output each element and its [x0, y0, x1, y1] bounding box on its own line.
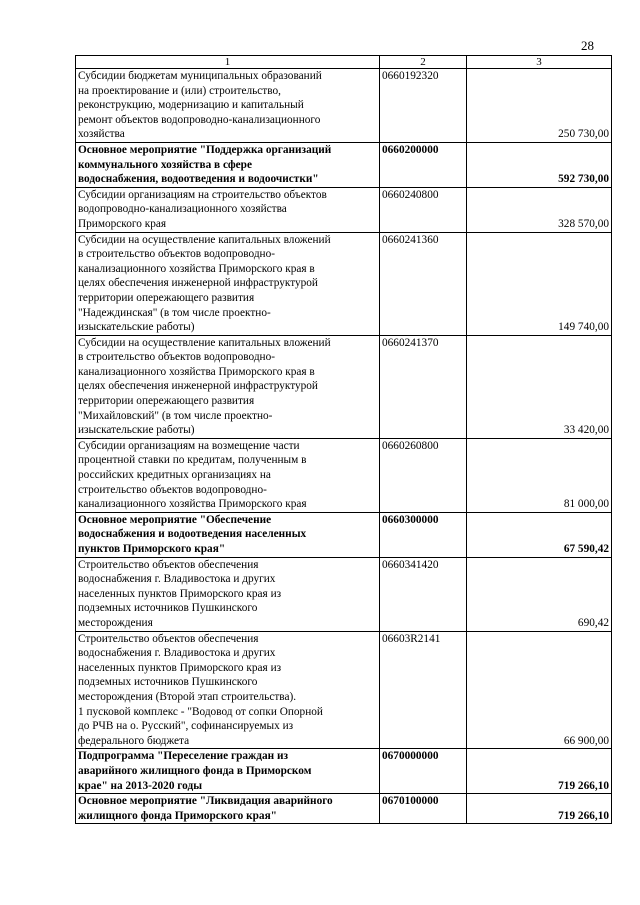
- table-row: [76, 142, 612, 187]
- row-code: 0660200000: [380, 142, 467, 187]
- row-amount: 719 266,10: [467, 749, 612, 794]
- row-code: 06603R2141: [380, 631, 467, 749]
- row-code: 0670100000: [380, 794, 467, 824]
- row-amount: 328 570,00: [467, 187, 612, 232]
- header-col-1: 1: [76, 56, 380, 69]
- row-description: Субсидии организациям на строительство объектов водопроводно-канализационного хозяйства Приморского края: [76, 187, 380, 232]
- row-description: Субсидии на осуществление капитальных вложений в строительство объектов водопроводно- канализационного хозяйства Приморского края в целях обеспечения инженерной инфраструктурой территории опережающего развития "Михайловский" (в том числе проектно- изыскательские работы): [76, 335, 380, 438]
- row-code: 0660240800: [380, 187, 467, 232]
- row-amount: 690,42: [467, 557, 612, 631]
- row-description: Строительство объектов обеспечения водоснабжения г. Владивостока и других населенных пунктов Приморского края из подземных источников Пушкинского месторождения: [76, 557, 380, 631]
- row-code: 0660260800: [380, 438, 467, 512]
- row-amount: 149 740,00: [467, 232, 612, 335]
- row-code: 0660241360: [380, 232, 467, 335]
- row-amount: 66 900,00: [467, 631, 612, 749]
- budget-table: [75, 55, 612, 824]
- table-header-row: [76, 56, 612, 69]
- table-row: [76, 631, 612, 749]
- row-description: Основное мероприятие "Ликвидация аварийного жилищного фонда Приморского края": [76, 794, 380, 824]
- table-row: [76, 438, 612, 512]
- row-amount: 33 420,00: [467, 335, 612, 438]
- table-row: [76, 335, 612, 438]
- row-description: Субсидии на осуществление капитальных вложений в строительство объектов водопроводно- канализационного хозяйства Приморского края в целях обеспечения инженерной инфраструктурой территории опережающего развития "Надеждинская" (в том числе проектно- изыскательские работы): [76, 232, 380, 335]
- row-code: 0660241370: [380, 335, 467, 438]
- table-row: [76, 187, 612, 232]
- budget-table-body: [76, 56, 612, 824]
- header-col-3: 3: [467, 56, 612, 69]
- row-description: Субсидии бюджетам муниципальных образований на проектирование и (или) строительство, реконструкцию, модернизацию и капитальный ремонт объектов водопроводно-канализационного хозяйства: [76, 69, 380, 143]
- row-amount: 250 730,00: [467, 69, 612, 143]
- header-col-2: 2: [380, 56, 467, 69]
- row-code: 0660341420: [380, 557, 467, 631]
- row-description: Строительство объектов обеспечения водоснабжения г. Владивостока и других населенных пунктов Приморского края из подземных источников Пушкинского месторождения (Второй этап строительства). 1 пусковой комплекс - "Водовод от сопки Опорной до РЧВ на о. Русский", софинансируемых из федерального бюджета: [76, 631, 380, 749]
- table-row: [76, 557, 612, 631]
- table-row: [76, 232, 612, 335]
- page-number: 28: [581, 38, 594, 53]
- row-description: Подпрограмма "Переселение граждан из аварийного жилищного фонда в Приморском крае" на 2013-2020 годы: [76, 749, 380, 794]
- row-description: Субсидии организациям на возмещение части процентной ставки по кредитам, полученным в российских кредитных организациях на строительство объектов водопроводно- канализационного хозяйства Приморского края: [76, 438, 380, 512]
- row-amount: 67 590,42: [467, 512, 612, 557]
- table-row: [76, 512, 612, 557]
- row-amount: 592 730,00: [467, 142, 612, 187]
- row-code: 0660192320: [380, 69, 467, 143]
- row-description: Основное мероприятие "Обеспечение водоснабжения и водоотведения населенных пунктов Приморского края": [76, 512, 380, 557]
- row-code: 0670000000: [380, 749, 467, 794]
- row-description: Основное мероприятие "Поддержка организаций коммунального хозяйства в сфере водоснабжения, водоотведения и водоочистки": [76, 142, 380, 187]
- table-row: [76, 69, 612, 143]
- table-row: [76, 749, 612, 794]
- row-code: 0660300000: [380, 512, 467, 557]
- row-amount: 81 000,00: [467, 438, 612, 512]
- table-row: [76, 794, 612, 824]
- row-amount: 719 266,10: [467, 794, 612, 824]
